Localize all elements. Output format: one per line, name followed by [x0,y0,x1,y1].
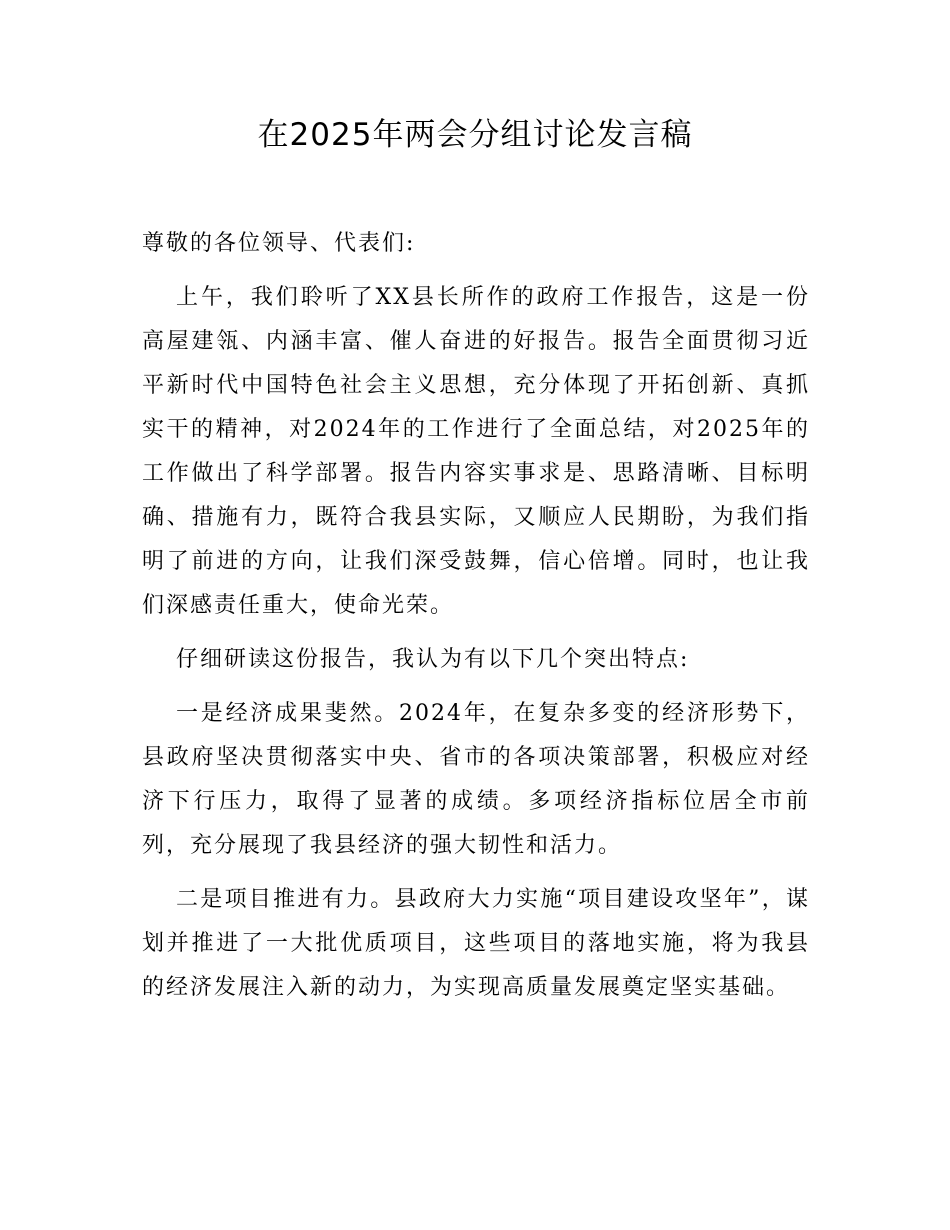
document-title: 在2025年两会分组讨论发言稿 [257,117,693,153]
document-body [142,222,810,1020]
paragraph-economy: 一是经济成果斐然。2024年，在复杂多变的经济形势下，县政府坚决贯彻落实中央、省市的各项决策部署，积极应对经济下行压力，取得了显著的成绩。多项经济指标位居全市前列，充分展现了我县经济的强大韧性和活力。 [142,701,810,858]
salutation: 尊敬的各位领导、代表们: [142,231,416,256]
paragraph-projects: 二是项目推进有力。县政府大力实施“项目建设攻坚年”，谋划并推进了一大批优质项目，这些项目的落地实施，将为我县的经济发展注入新的动力，为实现高质量发展奠定坚实基础。 [142,887,810,1000]
paragraph-intro: 上午，我们聆听了XX县长所作的政府工作报告，这是一份高屋建瓴、内涵丰富、催人奋进的好报告。报告全面贯彻习近平新时代中国特色社会主义思想，充分体现了开拓创新、真抓实干的精神，对2024年的工作进行了全面总结，对2025年的工作做出了科学部署。报告内容实事求是、思路清晰、目标明确、措施有力，既符合我县实际，又顺应人民期盼，为我们指明了前进的方向，让我们深受鼓舞，信心倍增。同时，也让我们深感责任重大，使命光荣。 [142,285,810,618]
paragraph-features-lead: 仔细研读这份报告，我认为有以下几个突出特点: [176,647,690,672]
